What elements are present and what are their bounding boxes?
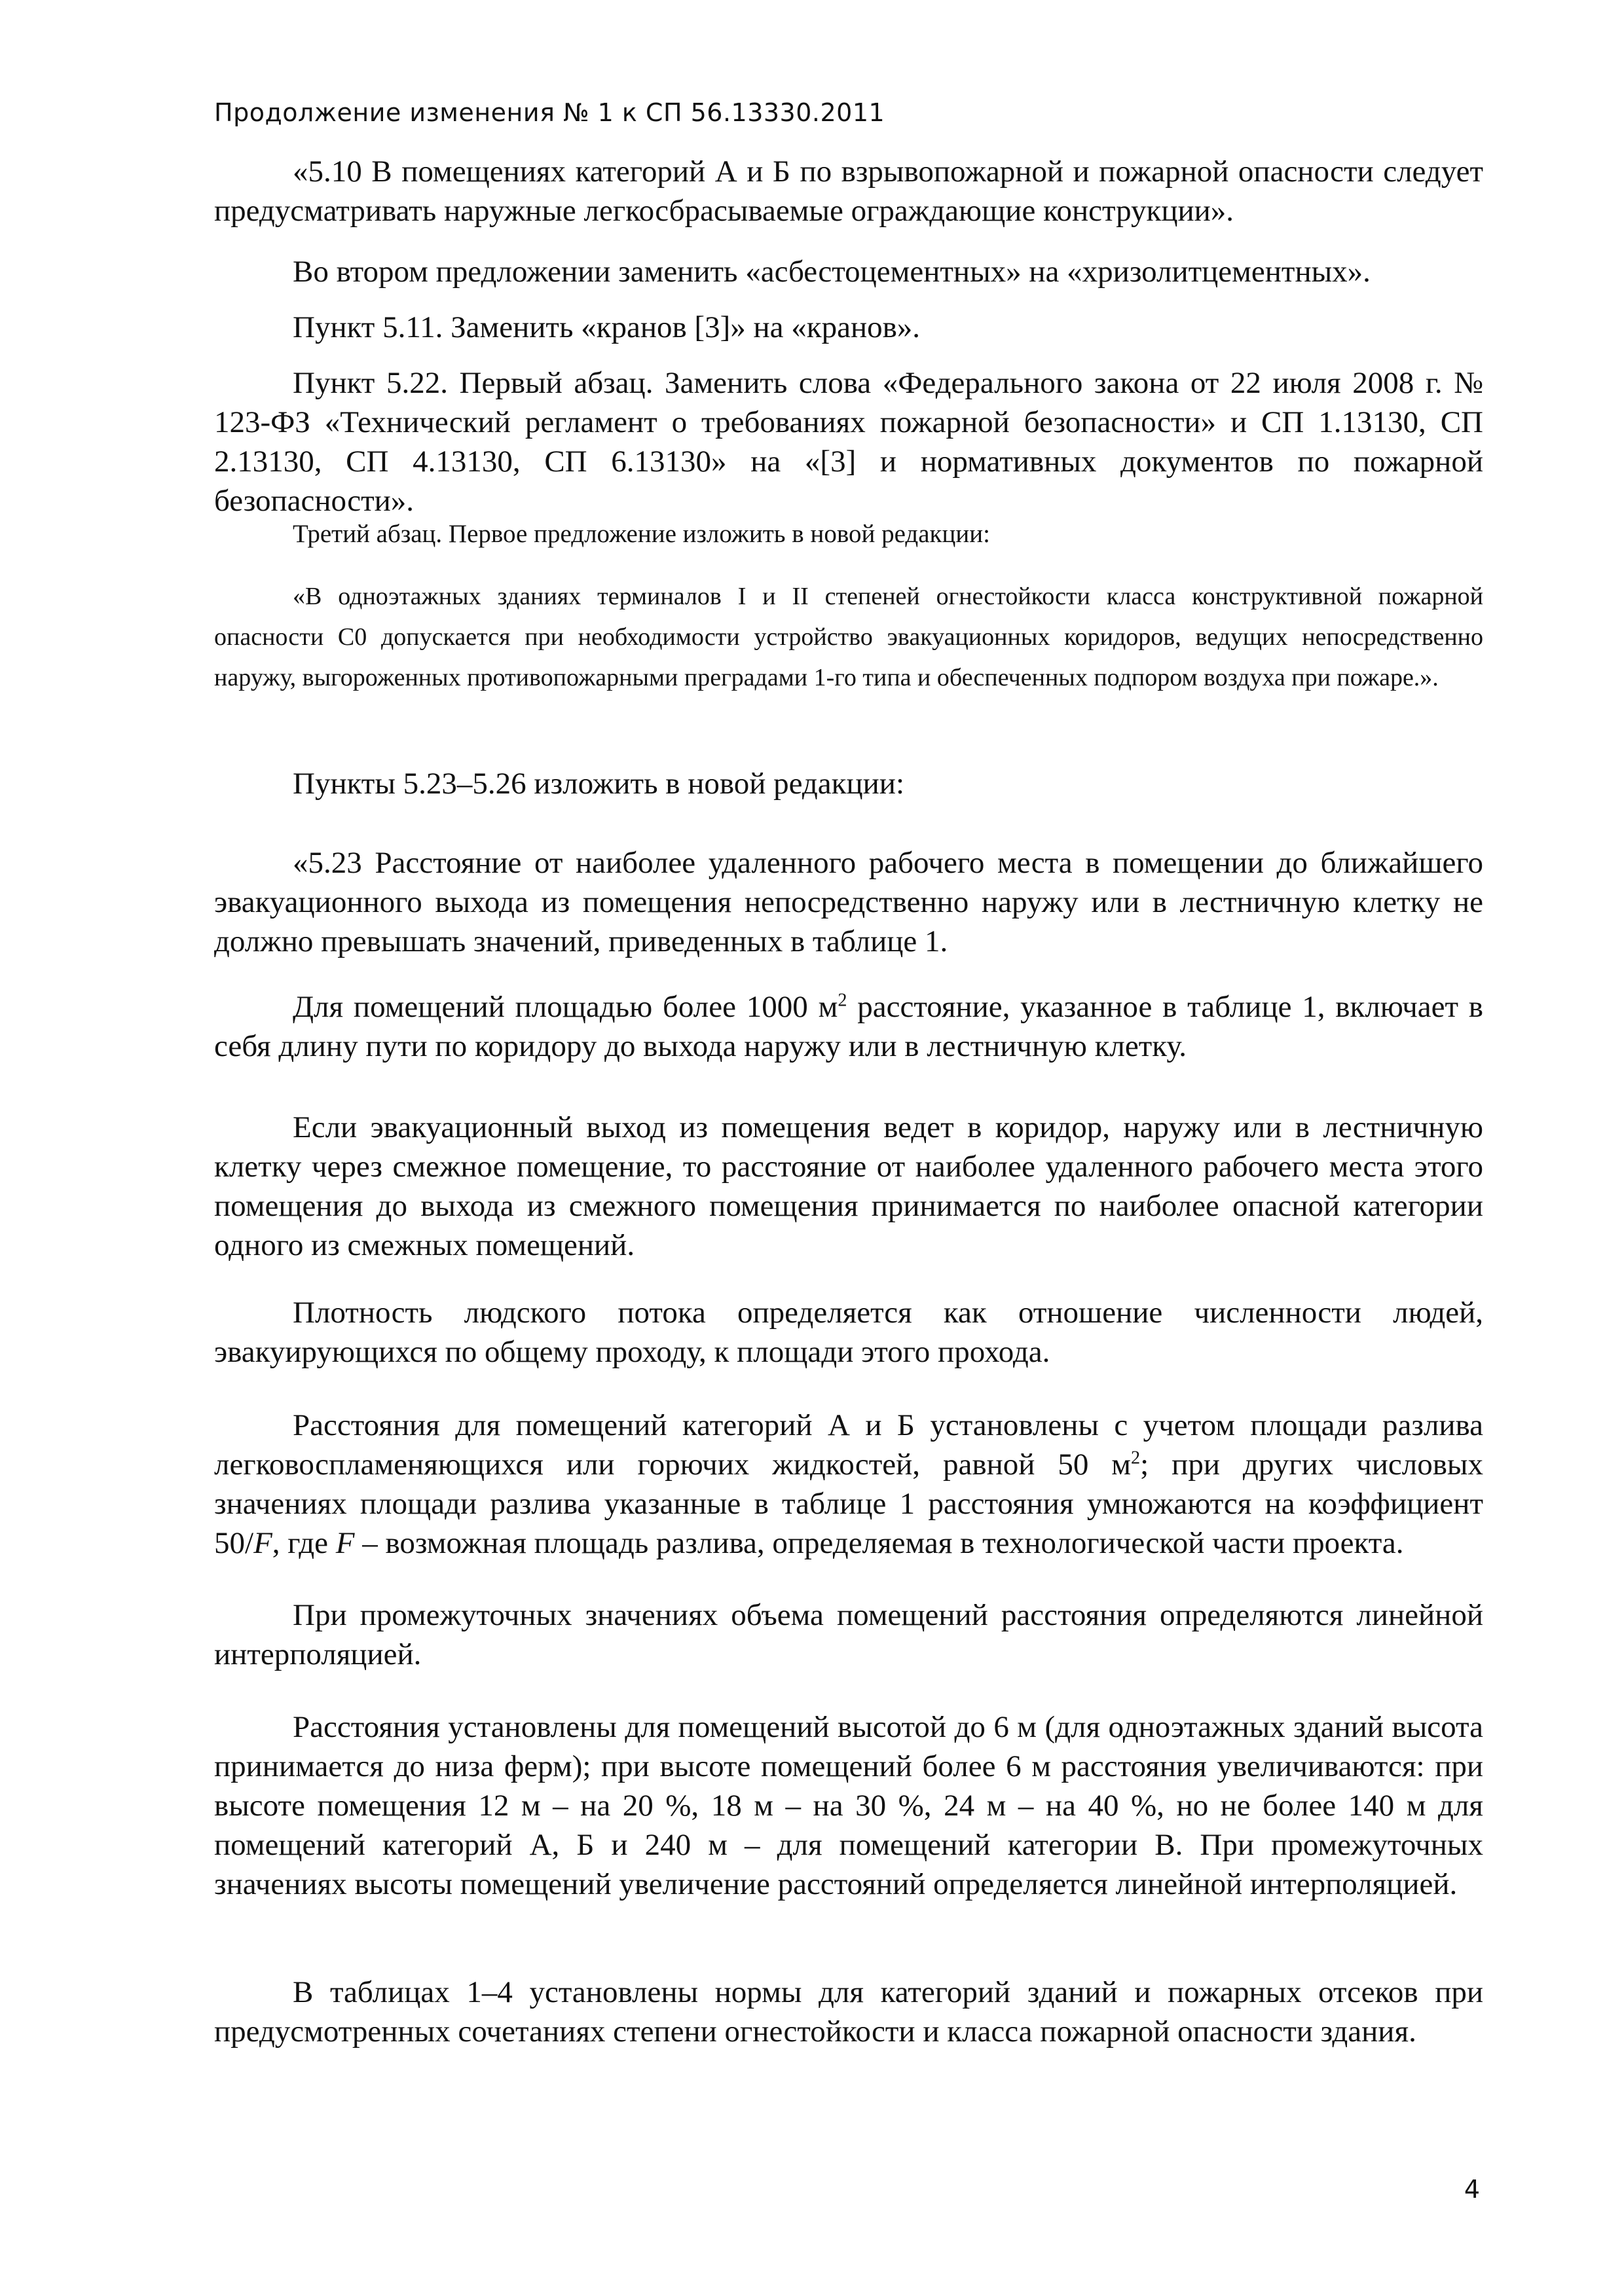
paragraph-text bbox=[214, 987, 1483, 1066]
paragraph-text: Если эвакуационный выход из помещения ведет в коридор, наружу или в лестничную клетку через смежное помещение, то расстояние от наиболее удаленного рабочего места этого помещения до выхода из смежного помещения принимается по наиболее опасной категории одного из смежных помещений. bbox=[214, 1110, 1483, 1262]
paragraph-text: Плотность людского потока определяется как отношение численности людей, эвакуирующихся по общему проходу, к площади этого прохода. bbox=[214, 1296, 1483, 1369]
variable-f: F bbox=[253, 1526, 272, 1560]
text-run: – возможная площадь разлива, определяемая в технологической части проекта. bbox=[354, 1526, 1404, 1560]
page-header: Продолжение изменения № 1 к СП 56.13330.2011 bbox=[214, 98, 885, 127]
paragraph-flow-density bbox=[214, 1293, 1483, 1372]
paragraph-interpolation-volume bbox=[214, 1595, 1483, 1674]
text-run: , где bbox=[272, 1526, 336, 1560]
paragraph-text: При промежуточных значениях объема помещений расстояния определяются линейной интерполяцией. bbox=[214, 1598, 1483, 1671]
paragraph-tables-1-4 bbox=[214, 1973, 1483, 2051]
page-number: 4 bbox=[1464, 2175, 1480, 2204]
paragraph-5-11 bbox=[214, 308, 1483, 347]
paragraph-text bbox=[214, 1406, 1483, 1563]
superscript: 2 bbox=[838, 990, 847, 1011]
paragraph-text: Расстояния установлены для помещений высотой до 6 м (для одноэтажных зданий высота принимается до низа ферм); при высоте помещений более 6 м расстояния увеличиваются: при высоте помещения 12 м – на 20 %, 18 м – на 30 %, 24 м – на 40 %, но не более 140 м для помещений категорий А, Б и 240 м – для помещений категории В. При промежуточных значениях высоты помещений увеличение расстояний определяется линейной интерполяцией. bbox=[214, 1710, 1483, 1901]
paragraph-second-sentence bbox=[214, 252, 1483, 291]
paragraph-text: В таблицах 1–4 установлены нормы для категорий зданий и пожарных отсеков при предусмотренных сочетаниях степени огнестойкости и класса пожарной опасности здания. bbox=[214, 1975, 1483, 2049]
paragraph-5-22 bbox=[214, 363, 1483, 520]
paragraph-text: Во втором предложении заменить «асбестоцементных» на «хризолитцементных». bbox=[293, 255, 1371, 289]
paragraph-text: Пункт 5.11. Заменить «кранов [3]» на «кранов». bbox=[293, 310, 921, 344]
text-run: ; при других числовых значениях площади разлива указанные в таблице 1 расстояния умножаются на коэффициент 50/ bbox=[214, 1448, 1483, 1560]
text-run: Расстояния для помещений категорий А и Б установлены с учетом площади разлива легковоспламеняющихся или горючих жидкостей, равной 50 м bbox=[214, 1408, 1483, 1482]
paragraph-spill-area bbox=[214, 1406, 1483, 1563]
paragraph-text: Пункт 5.22. Первый абзац. Заменить слова «Федерального закона от 22 июля 2008 г. № 123-ФЗ «Технический регламент о требованиях пожарной безопасности» и СП 1.13130, СП 2.13130, СП 4.13130, СП 6.13130» на «[3] и нормативных документов по пожарной безопасности». bbox=[214, 366, 1483, 518]
text-run: Для помещений площадью более 1000 м bbox=[293, 990, 838, 1024]
paragraph-5-23-5-26-intro bbox=[214, 764, 1483, 803]
text-run: расстояние, указанное в таблице 1, включает в себя длину пути по коридору до выхода наружу или в лестничную клетку. bbox=[214, 990, 1483, 1063]
paragraph-text: Пункты 5.23–5.26 изложить в новой редакции: bbox=[293, 767, 905, 801]
paragraph-third-abzac bbox=[214, 517, 1483, 551]
paragraph-text: «5.10 В помещениях категорий А и Б по взрывопожарной и пожарной опасности следует предусматривать наружные легкосбрасываемые ограждающие конструкции». bbox=[214, 155, 1483, 228]
paragraph-text: «В одноэтажных зданиях терминалов I и II степеней огнестойкости класса конструктивной пожарной опасности С0 допускается при необходимости устройство эвакуационных коридоров, ведущих непосредственно наружу, выгороженных противопожарными преградами 1-го типа и обеспеченных подпором воздуха при пожаре.». bbox=[214, 583, 1483, 691]
paragraph-5-23 bbox=[214, 843, 1483, 961]
variable-f: F bbox=[335, 1526, 355, 1560]
paragraph-height-distances bbox=[214, 1707, 1483, 1904]
paragraph-area-1000 bbox=[214, 987, 1483, 1066]
paragraph-adjacent-room bbox=[214, 1108, 1483, 1265]
paragraph-5-10 bbox=[214, 152, 1483, 230]
paragraph-text: «5.23 Расстояние от наиболее удаленного рабочего места в помещении до ближайшего эвакуационного выхода из помещения непосредственно наружу или в лестничную клетку не должно превышать значений, приведенных в таблице 1. bbox=[214, 846, 1483, 958]
superscript: 2 bbox=[1131, 1448, 1141, 1468]
paragraph-text: Третий абзац. Первое предложение изложить в новой редакции: bbox=[293, 520, 990, 548]
paragraph-terminals-quote bbox=[214, 576, 1483, 698]
